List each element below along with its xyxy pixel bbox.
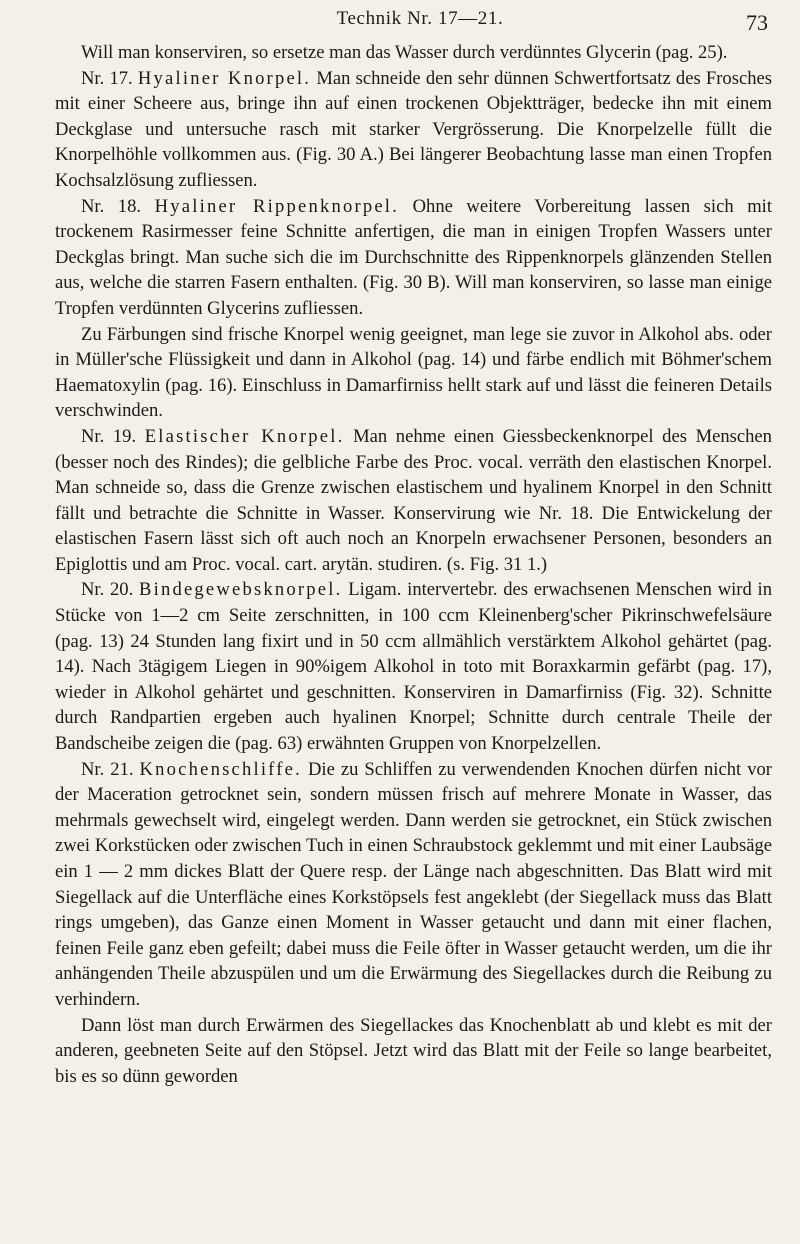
paragraph-nr-18	[55, 194, 772, 322]
section-number: Nr. 19.	[81, 425, 137, 447]
section-number: Nr. 20.	[81, 579, 134, 601]
paragraph-intro	[55, 40, 772, 66]
page-number: 73	[746, 10, 768, 35]
paragraph-staining	[55, 322, 772, 424]
paragraph-text: Ligam. intervertebr. des erwachsenen Menschen wird in Stücke von 1—2 cm Seite zerschnitten, in 100 ccm Kleinenberg'scher Pikrinschwefelsäure (pag. 13) 24 Stunden lang fixirt und in 50 ccm allmählich verstärktem Alkohol gehärtet (pag. 14). Nach 3tägigem Liegen in 90%igem Alkohol in toto mit Boraxkarmin gefärbt (pag. 17), wieder in Alkohol gehärtet und geschnitten. Konserviren in Damarfirniss (Fig. 32). Schnitte durch Randpartien ergeben auch hyalinen Knorpel; Schnitte durch centrale Theile der Bandscheibe zeigen die (pag. 63) erwähnten Gruppen von Knorpelzellen.	[55, 579, 773, 755]
paragraph-text: Die zu Schliffen zu verwendenden Knochen dürfen nicht vor der Maceration getrocknet sein, sondern müssen frisch auf mehrere Monate in Wasser, das mehrmals gewechselt wird, eingelegt werden. Dann werden sie getrocknet, ein Stück zwischen zwei Korkstücken oder zwischen Tuch in einen Schraubstock geklemmt und mit einer Laubsäge ein 1 — 2 mm dickes Blatt der Quere resp. der Länge nach abgeschnitten. Das Blatt wird mit Siegellack auf die Unterfläche eines Korkstöpsels fest angeklebt (der Siegellack muss das Blatt rings umgeben), das Ganze einen Moment in Wasser getaucht und dann mit einer flachen, feinen Feile ganz eben gefeilt; dabei muss die Feile öfter in Wasser getaucht werden, um die ihr anhängenden Theile abzuspülen und um die Erwärmung des Siegellackes durch die Reibung zu verhindern.	[55, 758, 772, 1010]
paragraph-text: Will man konserviren, so ersetze man das Wasser durch verdünntes Glycerin (pag. 25).	[81, 42, 728, 63]
section-number: Nr. 18.	[81, 195, 142, 217]
paragraph-text: Man nehme einen Giessbeckenknorpel des Menschen (besser noch des Rindes); die gelbliche Farbe des Proc. vocal. verräth den elastischen Knorpel. Man schneide so, dass die Grenze zwischen elastischem und hyalinem Knorpel in den Schnitt fällt und betrachte die Schnitte in Wasser. Konservirung wie Nr. 18. Die Entwickelung der elastischen Fasern lässt sich oft auch noch an Knorpeln erwachsener Personen, besonders an Epiglottis und am Proc. vocal. cart. arytän. studiren. (s. Fig. 31 1.)	[55, 425, 772, 575]
paragraph-nr-21	[55, 757, 772, 1013]
paragraph-nr-20	[55, 577, 772, 756]
running-head	[60, 6, 780, 36]
section-number: Nr. 21.	[81, 758, 134, 780]
paragraph-nr-17	[55, 66, 772, 194]
section-heading: Knochenschliffe.	[139, 758, 302, 780]
paragraph-text: Zu Färbungen sind frische Knorpel wenig geeignet, man lege sie zuvor in Alkohol abs. oder in Müller'sche Flüssigkeit und dann in Alkohol (pag. 14) und färbe endlich mit Böhmer'schem Haematoxylin (pag. 16). Einschluss in Damarfirniss hellt stark auf und lässt die feineren Details verschwinden.	[55, 323, 772, 422]
paragraph-text: Dann löst man durch Erwärmen des Siegellackes das Knochenblatt ab und klebt es mit der anderen, geebneten Seite auf den Stöpsel. Jetzt wird das Blatt mit der Feile so lange bearbeitet, bis es so dünn geworden	[55, 1014, 772, 1087]
paragraph-final	[55, 1013, 772, 1090]
section-heading: Elastischer Knorpel.	[144, 425, 345, 447]
section-heading: Bindegewebsknorpel.	[139, 579, 343, 601]
section-heading: Hyaliner Knorpel.	[137, 67, 312, 89]
paragraph-text: Man schneide den sehr dünnen Schwertfortsatz des Frosches mit einer Scheere aus, bringe ihn auf einen trockenen Objektträger, bedecke ihn mit einem Deckglase und untersuche rasch mit starker Vergrösserung. Die Knorpelzelle füllt die Knorpelhöhle vollkommen aus. (Fig. 30 A.) Bei längerer Beobachtung lasse man einen Tropfen Kochsalzlösung zufliessen.	[55, 67, 772, 191]
section-heading: Hyaliner Rippenknorpel.	[154, 195, 400, 217]
paragraph-text: Ohne weitere Vorbereitung lassen sich mit trockenem Rasirmesser feine Schnitte anfertigen, die man in einigen Tropfen Wassers unter Deckglas bringt. Man suche sich die im Durchschnitte des Rippenknorpels glänzenden Stellen aus, welche die starren Fasern enthalten. (Fig. 30 B). Will man konserviren, so lasse man einige Tropfen verdünnten Glycerins zufliessen.	[55, 195, 772, 319]
paragraph-nr-19	[55, 424, 772, 578]
section-number: Nr. 17.	[81, 67, 133, 89]
body-text	[55, 40, 772, 1089]
running-title: Technik Nr. 17—21.	[336, 8, 504, 29]
